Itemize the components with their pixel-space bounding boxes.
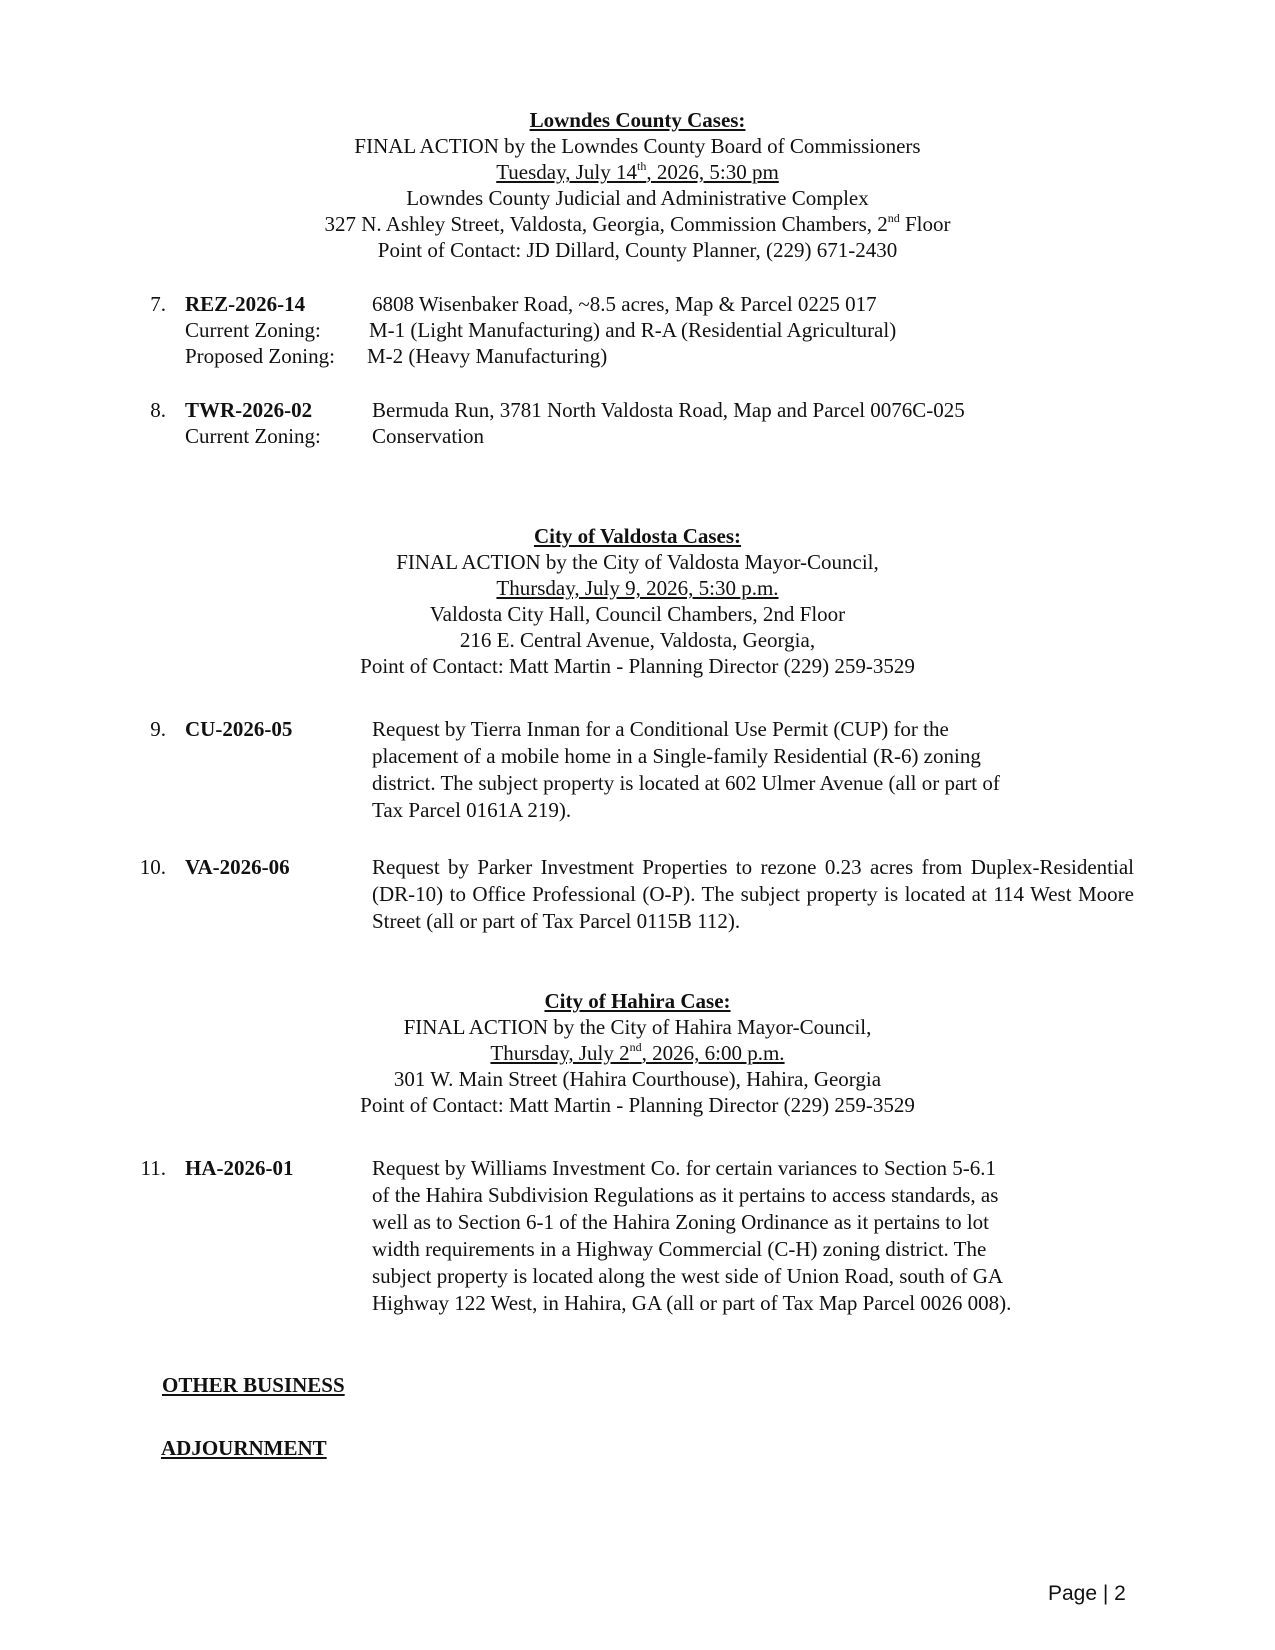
case-description-line: placement of a mobile home in a Single-family Residential (R-6) zoning [372, 744, 981, 768]
case-description-line: well as to Section 6-1 of the Hahira Zoning Ordinance as it pertains to lot [372, 1210, 990, 1234]
item-number: 8. [150, 398, 166, 422]
valdosta-action: FINAL ACTION by the City of Valdosta Mayor-Council, [396, 550, 879, 574]
current-zoning-value: Conservation [372, 424, 484, 448]
current-zoning-label: Current Zoning: [185, 318, 321, 342]
valdosta-contact: Point of Contact: Matt Martin - Planning Director (229) 259-3529 [360, 654, 915, 678]
case-number: HA-2026-01 [185, 1156, 294, 1180]
case-description-line: Highway 122 West, in Hahira, GA (all or part of Tax Map Parcel 0026 008). [372, 1291, 1012, 1315]
hahira-contact: Point of Contact: Matt Martin - Planning Director (229) 259-3529 [360, 1093, 915, 1117]
valdosta-location: Valdosta City Hall, Council Chambers, 2nd Floor [429, 602, 846, 626]
valdosta-address: 216 E. Central Avenue, Valdosta, Georgia, [459, 628, 816, 652]
case-description: Request by Parker Investment Properties to rezone 0.23 acres from Duplex-Residential (DR-10) to Office Professional (O-P). The subject property is located at 114 West Moore Street (all or part of Tax Parcel 0115B 112). [372, 855, 1134, 933]
case-number: VA-2026-06 [185, 855, 290, 879]
case-description-line: Request by Tierra Inman for a Conditional Use Permit (CUP) for the [372, 717, 949, 741]
lowndes-address: 327 N. Ashley Street, Valdosta, Georgia, Commission Chambers, 2nd Floor [324, 211, 951, 236]
lowndes-contact: Point of Contact: JD Dillard, County Planner, (229) 671-2430 [377, 238, 898, 262]
proposed-zoning-label: Proposed Zoning: [185, 344, 335, 368]
lowndes-action: FINAL ACTION by the Lowndes County Board of Commissioners [354, 134, 921, 158]
item-number: 7. [150, 292, 166, 316]
hahira-date: Thursday, July 2nd, 2026, 6:00 p.m. [490, 1040, 785, 1065]
case-description-line: Tax Parcel 0161A 219). [372, 798, 572, 822]
lowndes-heading: Lowndes County Cases: [529, 108, 746, 132]
hahira-action: FINAL ACTION by the City of Hahira Mayor-Council, [403, 1015, 872, 1039]
valdosta-heading: City of Valdosta Cases: [533, 524, 742, 548]
lowndes-location: Lowndes County Judicial and Administrative Complex [406, 186, 869, 210]
case-description-line: district. The subject property is located at 602 Ulmer Avenue (all or part of [372, 771, 1000, 795]
case-description-line: of the Hahira Subdivision Regulations as it pertains to access standards, as [372, 1183, 999, 1207]
lowndes-date: Tuesday, July 14th, 2026, 5:30 pm [496, 159, 779, 184]
current-zoning-label: Current Zoning: [185, 424, 321, 448]
item-number: 9. [150, 717, 166, 741]
proposed-zoning-value: M-2 (Heavy Manufacturing) [367, 344, 608, 368]
case-description: Bermuda Run, 3781 North Valdosta Road, Map and Parcel 0076C-025 [372, 398, 965, 422]
hahira-heading: City of Hahira Case: [544, 989, 731, 1013]
current-zoning-value: M-1 (Light Manufacturing) and R-A (Residential Agricultural) [369, 318, 897, 342]
item-number: 11. [140, 1156, 166, 1180]
case-number: REZ-2026-14 [185, 292, 306, 316]
case-number: CU-2026-05 [185, 717, 293, 741]
case-number: TWR-2026-02 [185, 398, 313, 422]
page-number: Page | 2 [1048, 1582, 1126, 1605]
case-description-line: width requirements in a Highway Commercial (C-H) zoning district. The [372, 1237, 987, 1261]
valdosta-date: Thursday, July 9, 2026, 5:30 p.m. [496, 576, 779, 600]
case-description: 6808 Wisenbaker Road, ~8.5 acres, Map & Parcel 0225 017 [372, 292, 877, 316]
hahira-address: 301 W. Main Street (Hahira Courthouse), Hahira, Georgia [393, 1067, 882, 1091]
other-business-heading: OTHER BUSINESS [162, 1373, 345, 1397]
item-number: 10. [139, 855, 166, 879]
case-description-line: Request by Williams Investment Co. for certain variances to Section 5-6.1 [372, 1156, 996, 1180]
case-description-line: subject property is located along the west side of Union Road, south of GA [372, 1264, 1004, 1288]
adjournment-heading: ADJOURNMENT [161, 1436, 327, 1460]
